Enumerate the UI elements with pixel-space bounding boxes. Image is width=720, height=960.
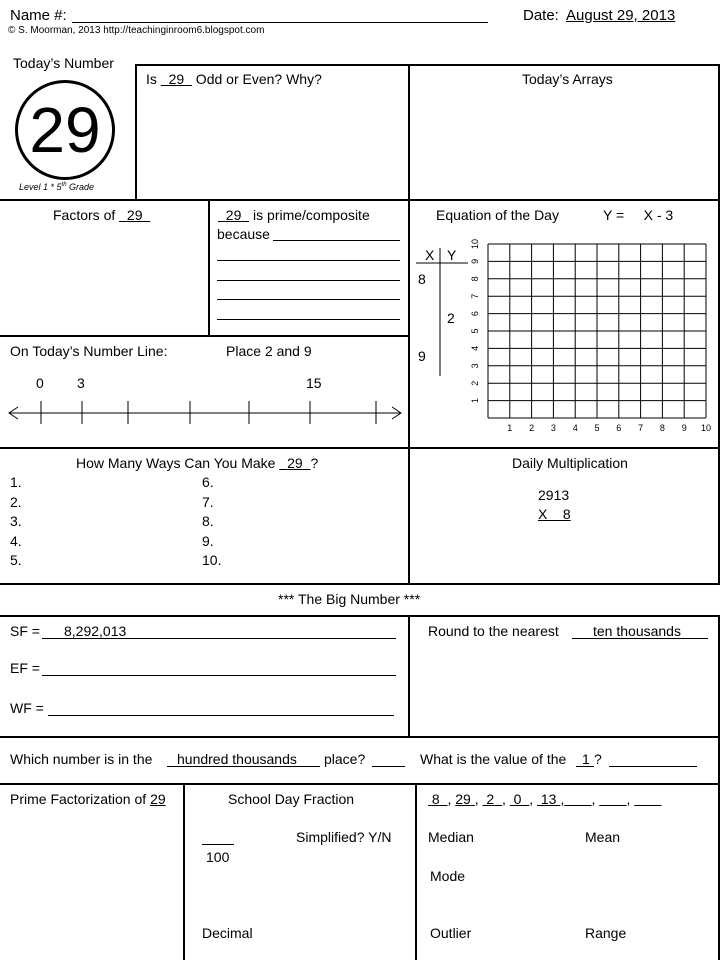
ways-item[interactable]: 3. — [10, 513, 22, 529]
big-number-title: *** The Big Number *** — [278, 591, 421, 607]
ways-prefix: How Many Ways Can You Make — [76, 455, 280, 471]
ways-list-left — [10, 473, 22, 571]
y-tick-label: 3 — [470, 363, 480, 369]
x-tick-label: 3 — [550, 423, 556, 433]
answer-line[interactable] — [217, 260, 400, 261]
divider — [135, 64, 720, 66]
range-label: Range — [585, 925, 627, 941]
x-tick-label: 9 — [681, 423, 687, 433]
mean-label: Mean — [585, 829, 621, 845]
round-value: ten thousands — [593, 623, 681, 639]
stats-value-text: 8 — [431, 791, 440, 807]
x-tick-label: 2 — [529, 423, 535, 433]
xy-table-cell: 9 — [418, 348, 426, 364]
sf-line[interactable] — [42, 638, 396, 639]
ef-line[interactable] — [42, 675, 396, 676]
stats-value-text: 0 — [513, 791, 522, 807]
divider — [0, 615, 720, 617]
name-label: Name #: — [10, 7, 67, 24]
stats-value[interactable] — [483, 791, 502, 807]
multiplication-top: 2913 — [538, 487, 570, 503]
ef-label: EF = — [10, 660, 40, 676]
stats-value-text: 29 — [455, 791, 471, 807]
ways-list-right — [202, 473, 221, 571]
stats-value-text: 13 — [540, 791, 557, 807]
x-tick-label: 4 — [572, 423, 578, 433]
round-label: Round to the nearest — [428, 623, 559, 639]
place-answer-line[interactable] — [372, 766, 405, 767]
stats-values: 8 , 29 , 2 , 0 , 13 , , , — [428, 791, 662, 807]
x-tick-label: 6 — [616, 423, 622, 433]
y-tick-label: 1 — [470, 398, 480, 404]
xy-table-cell: 8 — [418, 271, 426, 287]
fraction-numerator-line[interactable] — [202, 844, 234, 845]
sf-value: 8,292,013 — [64, 623, 127, 639]
answer-line[interactable] — [217, 319, 400, 320]
stats-value[interactable] — [455, 791, 474, 807]
odd-even-value[interactable] — [161, 71, 192, 87]
x-tick-label: 8 — [659, 423, 665, 433]
answer-line[interactable] — [217, 299, 400, 300]
x-tick-label: 10 — [700, 423, 712, 433]
number-line-instruction: Place 2 and 9 — [226, 343, 312, 359]
grade-level-text: Level 1 * 5 — [19, 182, 62, 192]
number-line-label: 3 — [77, 375, 85, 391]
arrays-title: Today’s Arrays — [522, 71, 613, 87]
xy-table-y-header: Y — [447, 247, 457, 263]
prime-factorization-value: 29 — [150, 791, 166, 807]
divider — [408, 615, 410, 737]
round-line[interactable] — [572, 638, 708, 639]
divider — [0, 783, 720, 785]
value-digit: 1 — [582, 751, 590, 767]
prime-value-field[interactable] — [218, 207, 249, 223]
grade-level-end: Grade — [66, 182, 95, 192]
coordinate-grid[interactable] — [466, 232, 716, 436]
value-question: What is the value of the — [420, 751, 567, 767]
number-line[interactable] — [6, 398, 406, 428]
equation-formula: Y = X - 3 — [603, 207, 674, 223]
equation-title: Equation of the Day — [436, 207, 559, 223]
y-tick-label: 10 — [470, 238, 480, 250]
value-digit-line[interactable] — [576, 766, 594, 767]
factors-value: 29 — [126, 207, 143, 223]
fraction-simplified: Simplified? Y/N — [296, 829, 392, 845]
answer-line[interactable] — [273, 240, 400, 241]
stats-value[interactable] — [510, 791, 529, 807]
todays-number-value: 29 — [29, 94, 101, 166]
prime-because: because — [217, 226, 270, 242]
y-tick-label: 2 — [470, 380, 480, 386]
divider — [408, 64, 410, 584]
fraction-denominator: 100 — [206, 849, 230, 865]
x-tick-label: 5 — [594, 423, 600, 433]
y-tick-label: 7 — [470, 293, 480, 299]
ways-item[interactable]: 6. — [202, 474, 214, 490]
y-tick-label: 6 — [470, 311, 480, 317]
prime-factorization-title — [10, 791, 166, 807]
sf-label: SF = — [10, 623, 40, 639]
divider — [135, 64, 137, 200]
place-question: Which number is in the — [10, 751, 153, 767]
ways-suffix: ? — [310, 455, 319, 471]
odd-even-suffix: Odd or Even? Why? — [191, 71, 322, 87]
divider — [0, 199, 720, 201]
grade-level-sup: th — [61, 182, 67, 188]
xy-table-x-header: X — [425, 247, 435, 263]
x-tick-label: 1 — [507, 423, 513, 433]
x-tick-label: 7 — [638, 423, 644, 433]
divider — [0, 447, 720, 449]
median-label: Median — [428, 829, 474, 845]
fraction-title: School Day Fraction — [228, 791, 355, 807]
wf-label: WF = — [10, 700, 44, 716]
fraction-decimal: Decimal — [202, 925, 253, 941]
odd-even-question — [146, 71, 322, 87]
ways-item[interactable]: 1. — [10, 474, 22, 490]
y-tick-label: 4 — [470, 345, 480, 351]
prime-factorization-prefix: Prime Factorization of — [10, 791, 151, 807]
stats-value[interactable] — [537, 791, 560, 807]
odd-even-prefix: Is — [146, 71, 161, 87]
multiplication-bottom: X 8 — [538, 506, 571, 522]
factors-prefix: Factors of — [53, 207, 120, 223]
answer-line[interactable] — [217, 280, 400, 281]
ways-item[interactable]: 7. — [202, 493, 214, 510]
value-suffix: ? — [594, 751, 602, 767]
divider — [0, 335, 409, 337]
wf-line[interactable] — [48, 715, 394, 716]
y-tick-label: 8 — [470, 276, 480, 282]
todays-number-label: Today’s Number — [13, 55, 114, 71]
number-line-label: 0 — [36, 375, 44, 391]
grade-level — [19, 182, 94, 192]
stats-value-text: 2 — [486, 791, 495, 807]
odd-even-number: 29 — [168, 71, 185, 87]
todays-number-circle — [15, 80, 115, 180]
ways-item[interactable]: 2. — [10, 493, 22, 510]
copyright: © S. Moorman, 2013 http://teachinginroom6.blogspot.com — [8, 25, 265, 36]
ways-value-field[interactable] — [279, 455, 310, 471]
prime-title — [218, 207, 370, 223]
ways-item[interactable]: 9. — [202, 532, 214, 549]
ways-value: 29 — [287, 455, 303, 471]
divider — [0, 583, 720, 585]
mode-label: Mode — [430, 868, 466, 884]
value-answer-line[interactable] — [609, 766, 697, 767]
ways-item[interactable]: 8. — [202, 513, 214, 529]
number-line-title: On Today’s Number Line: — [10, 343, 168, 359]
y-tick-label: 9 — [470, 258, 480, 264]
prime-suffix: is prime/composite — [249, 207, 370, 223]
stats-value[interactable] — [428, 791, 447, 807]
ways-title — [76, 455, 318, 471]
date-value: August 29, 2013 — [566, 7, 676, 24]
factors-value-field[interactable] — [119, 207, 150, 223]
stats-blank[interactable] — [564, 791, 591, 807]
place-suffix: place? — [324, 751, 366, 767]
factors-title — [53, 207, 150, 223]
y-tick-label: 5 — [470, 328, 480, 334]
divider — [208, 200, 210, 336]
number-line-label: 15 — [306, 375, 322, 391]
ways-item[interactable]: 4. — [10, 532, 22, 549]
name-line[interactable] — [72, 22, 488, 23]
multiplication-title: Daily Multiplication — [512, 455, 628, 471]
ways-item[interactable]: 10. — [202, 552, 222, 568]
prime-value: 29 — [225, 207, 242, 223]
divider — [415, 784, 417, 960]
outlier-label: Outlier — [430, 925, 472, 941]
divider — [0, 736, 720, 738]
stats-blank[interactable] — [634, 791, 661, 807]
divider — [183, 784, 185, 960]
place-value-line[interactable] — [167, 766, 320, 767]
date-label: Date: — [523, 7, 559, 24]
ways-item[interactable]: 5. — [10, 552, 22, 568]
place-value: hundred thousands — [177, 751, 297, 767]
xy-table-cell: 2 — [447, 310, 455, 326]
stats-blank[interactable] — [599, 791, 626, 807]
